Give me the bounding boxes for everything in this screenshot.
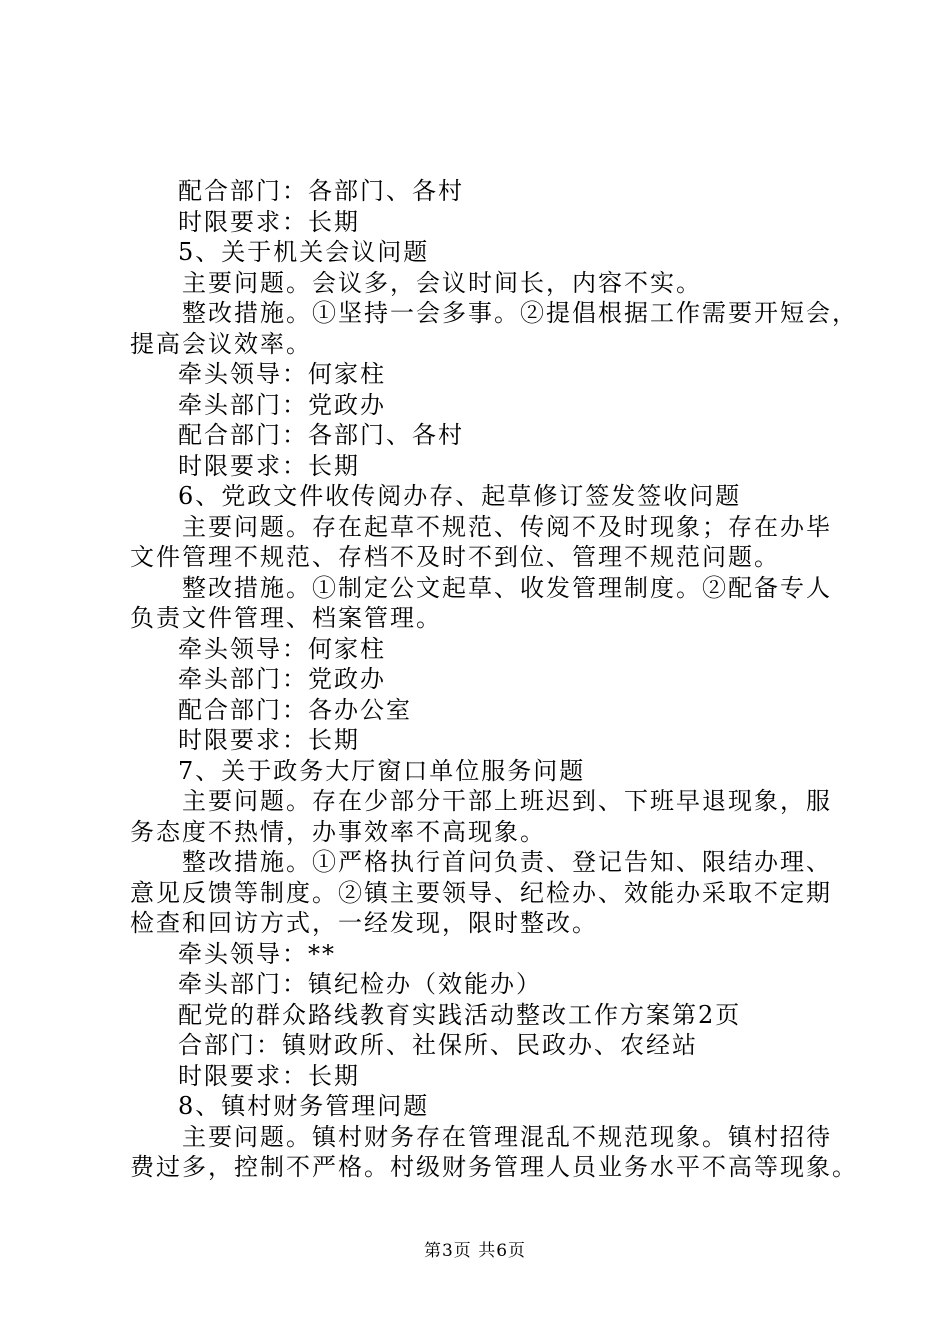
text-line: 牵头领导：何家柱 [178,360,386,388]
text-line: 时限要求：长期 [178,451,360,480]
text-line: 整改措施。①严格执行首问负责、登记告知、限结办理、 [182,848,832,876]
section-heading: 7、关于政务大厅窗口单位服务问题 [178,756,586,785]
page-footer [0,1240,950,1262]
section-heading: 5、关于机关会议问题 [178,238,430,266]
text-line: 费过多，控制不严格。村级财务管理人员业务水平不高等现象。 [130,1153,858,1181]
text-line: 提高会议效率。 [130,329,312,358]
text-line: 牵头领导：何家柱 [178,634,386,663]
text-line: 配合部门：各部门、各村 [178,177,464,205]
text-line: 牵头部门：党政办 [178,665,386,693]
section-heading: 6、党政文件收传阅办存、起草修订签发签收问题 [178,482,742,510]
text-line: 文件管理不规范、存档不及时不到位、管理不规范问题。 [130,543,780,571]
text-line: 主要问题。镇村财务存在管理混乱不规范现象。镇村招待 [182,1122,832,1151]
text-line: 牵头部门：党政办 [178,390,386,419]
text-line: 牵头领导：** [178,939,336,968]
text-line: 整改措施。①坚持一会多事。②提倡根据工作需要开短会， [182,299,858,327]
document-body [130,176,858,1183]
page-number: 第3页 共6页 [423,1241,527,1261]
text-line: 主要问题。存在少部分干部上班迟到、下班早退现象，服 [182,787,832,815]
text-line: 牵头部门：镇纪检办（效能办） [178,970,542,998]
text-line: 主要问题。会议多，会议时间长，内容不实。 [182,268,702,297]
text-line: 配党的群众路线教育实践活动整改工作方案第2页 [178,1000,742,1029]
text-line: 时限要求：长期 [178,1061,360,1090]
text-line: 配合部门：各办公室 [178,695,412,724]
text-line: 时限要求：长期 [178,207,360,236]
text-line: 负责文件管理、档案管理。 [130,604,442,632]
text-line: 检查和回访方式，一经发现，限时整改。 [130,909,598,937]
text-line: 主要问题。存在起草不规范、传阅不及时现象；存在办毕 [182,512,832,541]
text-line: 配合部门：各部门、各村 [178,421,464,449]
text-line: 时限要求：长期 [178,726,360,754]
text-line: 合部门：镇财政所、社保所、民政办、农经站 [178,1031,698,1059]
text-line: 整改措施。①制定公文起草、收发管理制度。②配备专人 [182,573,832,602]
text-line: 务态度不热情，办事效率不高现象。 [130,817,546,846]
text-line: 意见反馈等制度。②镇主要领导、纪检办、效能办采取不定期 [130,878,832,907]
section-heading: 8、镇村财务管理问题 [178,1092,430,1120]
